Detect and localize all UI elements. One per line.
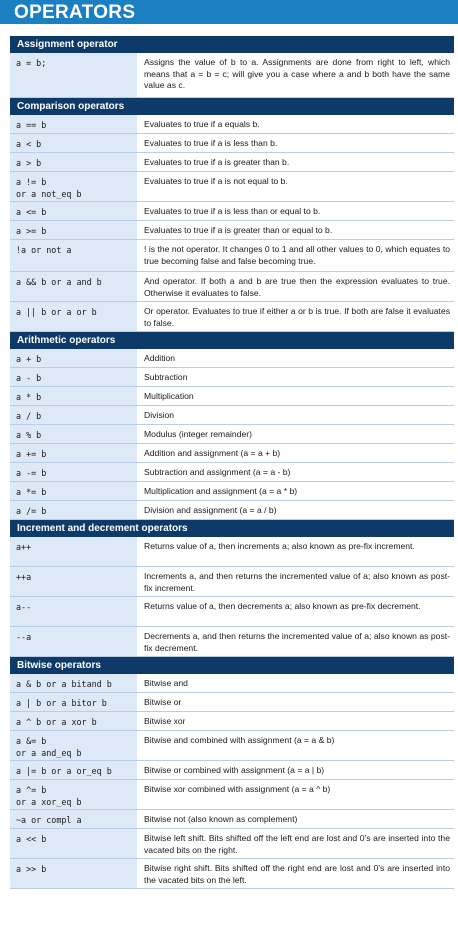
operator-syntax: a - b <box>16 373 42 383</box>
operator-syntax: a + b <box>16 354 42 364</box>
section-header: Assignment operator <box>10 36 454 53</box>
operator-syntax: --a <box>16 632 32 642</box>
operator-cell <box>10 780 138 809</box>
table-row <box>10 349 454 368</box>
operator-syntax: a++ <box>16 542 32 552</box>
operator-syntax: a > b <box>16 158 42 168</box>
operator-cell <box>10 368 138 386</box>
description-cell: Evaluates to true if a is greater than b. <box>144 157 290 167</box>
description-cell: Evaluates to true if a is not equal to b. <box>144 176 288 186</box>
description-cell: Bitwise or combined with assignment (a = a | b) <box>144 765 325 775</box>
operator-syntax: a % b <box>16 430 42 440</box>
description-cell: Division and assignment (a = a / b) <box>144 505 277 515</box>
operator-cell <box>10 597 138 626</box>
section-header: Bitwise operators <box>10 657 454 674</box>
description-cell: Bitwise not (also known as complement) <box>144 814 298 824</box>
operator-cell <box>10 115 138 133</box>
table-row <box>10 53 454 98</box>
operator-reference-table <box>10 36 454 889</box>
operator-syntax: a && b or a and b <box>16 277 102 287</box>
operator-cell <box>10 829 138 858</box>
operator-syntax: a ^= b <box>16 785 47 795</box>
table-row <box>10 302 454 332</box>
operator-syntax: a <= b <box>16 207 47 217</box>
table-row <box>10 731 454 761</box>
operator-syntax: a != b <box>16 177 47 187</box>
operator-syntax: a >> b <box>16 864 47 874</box>
operator-cell <box>10 859 138 888</box>
table-row <box>10 597 454 627</box>
description-cell: Returns value of a, then decrements a; also known as pre-fix decrement. <box>144 601 421 611</box>
operator-cell <box>10 349 138 367</box>
table-row <box>10 810 454 829</box>
operator-cell <box>10 172 138 201</box>
description-cell: Bitwise xor combined with assignment (a = a ^ b) <box>144 784 331 794</box>
section-header: Arithmetic operators <box>10 332 454 349</box>
table-row <box>10 627 454 657</box>
operator-syntax: a *= b <box>16 487 47 497</box>
table-row <box>10 221 454 240</box>
table-row <box>10 272 454 302</box>
section-header: Comparison operators <box>10 98 454 115</box>
description-cell: Addition <box>144 353 176 363</box>
description-cell: Evaluates to true if a is greater than or equal to b. <box>144 225 333 235</box>
table-row <box>10 712 454 731</box>
description-cell: Division <box>144 410 175 420</box>
operator-cell <box>10 693 138 711</box>
operator-syntax: a += b <box>16 449 47 459</box>
table-row <box>10 172 454 202</box>
operator-cell <box>10 240 138 271</box>
description-cell: Increments a, and then returns the incremented value of a; also known as post-fix increment. <box>144 571 450 593</box>
description-cell: Evaluates to true if a is less than or equal to b. <box>144 206 321 216</box>
table-row <box>10 859 454 889</box>
description-cell: Bitwise left shift. Bits shifted off the left end are lost and 0's are inserted into the vacated bits on the right. <box>144 833 450 855</box>
table-row <box>10 567 454 597</box>
operator-cell <box>10 444 138 462</box>
operator-cell <box>10 387 138 405</box>
table-row <box>10 153 454 172</box>
table-row <box>10 202 454 221</box>
operator-syntax: ~a or compl a <box>16 815 82 825</box>
operator-cell <box>10 501 138 519</box>
operator-syntax: a -= b <box>16 468 47 478</box>
operator-cell <box>10 134 138 152</box>
operator-cell <box>10 302 138 331</box>
operator-cell <box>10 153 138 171</box>
operator-syntax: or a not_eq b <box>16 189 82 199</box>
operator-cell <box>10 810 138 828</box>
operator-syntax: a << b <box>16 834 47 844</box>
operator-cell <box>10 53 138 97</box>
operator-syntax: or a and_eq b <box>16 748 82 758</box>
section-header: Increment and decrement operators <box>10 520 454 537</box>
description-cell: Bitwise xor <box>144 716 186 726</box>
table-row <box>10 387 454 406</box>
description-cell: Bitwise right shift. Bits shifted off the right end are lost and 0's are inserted into the vacated bits on the left. <box>144 863 450 885</box>
description-cell: Bitwise and combined with assignment (a = a & b) <box>144 735 335 745</box>
operator-cell <box>10 567 138 596</box>
operator-cell <box>10 221 138 239</box>
operator-syntax: a-- <box>16 602 32 612</box>
operator-syntax: a == b <box>16 120 47 130</box>
operator-syntax: a /= b <box>16 506 47 516</box>
table-row <box>10 537 454 567</box>
operator-syntax: a & b or a bitand b <box>16 679 112 689</box>
description-cell: Decrements a, and then returns the incremented value of a; also known as post-fix decrement. <box>144 631 450 653</box>
operator-cell <box>10 761 138 779</box>
description-cell: Bitwise or <box>144 697 182 707</box>
table-row <box>10 482 454 501</box>
operator-cell <box>10 425 138 443</box>
table-row <box>10 780 454 810</box>
description-cell: Modulus (integer remainder) <box>144 429 252 439</box>
operator-cell <box>10 202 138 220</box>
table-row <box>10 501 454 520</box>
description-cell: Subtraction <box>144 372 188 382</box>
description-cell: Bitwise and <box>144 678 188 688</box>
operator-syntax: a ^ b or a xor b <box>16 717 97 727</box>
operator-cell <box>10 463 138 481</box>
operator-syntax: a < b <box>16 139 42 149</box>
description-cell: Returns value of a, then increments a; also known as pre-fix increment. <box>144 541 415 551</box>
description-cell: Subtraction and assignment (a = a - b) <box>144 467 291 477</box>
operator-syntax: !a or not a <box>16 245 72 255</box>
table-row <box>10 115 454 134</box>
table-row <box>10 425 454 444</box>
description-cell: Evaluates to true if a equals b. <box>144 119 260 129</box>
table-row <box>10 444 454 463</box>
table-row <box>10 829 454 859</box>
table-row <box>10 761 454 780</box>
operator-syntax: a = b; <box>16 58 47 68</box>
table-row <box>10 463 454 482</box>
operator-cell <box>10 731 138 760</box>
operator-cell <box>10 537 138 566</box>
operator-syntax: a | b or a bitor b <box>16 698 107 708</box>
operator-syntax: a / b <box>16 411 42 421</box>
table-row <box>10 134 454 153</box>
operator-syntax: a || b or a or b <box>16 307 97 317</box>
operator-syntax: a &= b <box>16 736 47 746</box>
operator-cell <box>10 482 138 500</box>
description-cell: And operator. If both a and b are true then the expression evaluates to true. Otherwise it evaluates to false. <box>144 276 450 298</box>
description-cell: Addition and assignment (a = a + b) <box>144 448 281 458</box>
operator-cell <box>10 627 138 656</box>
description-cell: Multiplication <box>144 391 194 401</box>
operator-syntax: a * b <box>16 392 42 402</box>
table-row <box>10 674 454 693</box>
description-cell: Or operator. Evaluates to true if either a or b is true. If both are false it evaluates to false. <box>144 306 450 328</box>
table-row <box>10 240 454 272</box>
operator-syntax: a >= b <box>16 226 47 236</box>
description-cell: Multiplication and assignment (a = a * b) <box>144 486 298 496</box>
operator-cell <box>10 712 138 730</box>
operator-cell <box>10 272 138 301</box>
table-row <box>10 368 454 387</box>
operator-syntax: or a xor_eq b <box>16 797 82 807</box>
operator-syntax: a |= b or a or_eq b <box>16 766 112 776</box>
operator-syntax: ++a <box>16 572 32 582</box>
description-cell: Assigns the value of b to a. Assignments are done from right to left, which means that a = b = c; will give you a case where a and b both have the same value as c. <box>144 57 450 90</box>
page-title: OPERATORS <box>0 0 458 24</box>
table-row <box>10 693 454 712</box>
description-cell: ! is the not operator. It changes 0 to 1 and all other values to 0, which equates to true becoming false and false becoming true. <box>144 244 450 266</box>
operator-cell <box>10 406 138 424</box>
table-row <box>10 406 454 425</box>
description-cell: Evaluates to true if a is less than b. <box>144 138 278 148</box>
operator-cell <box>10 674 138 692</box>
